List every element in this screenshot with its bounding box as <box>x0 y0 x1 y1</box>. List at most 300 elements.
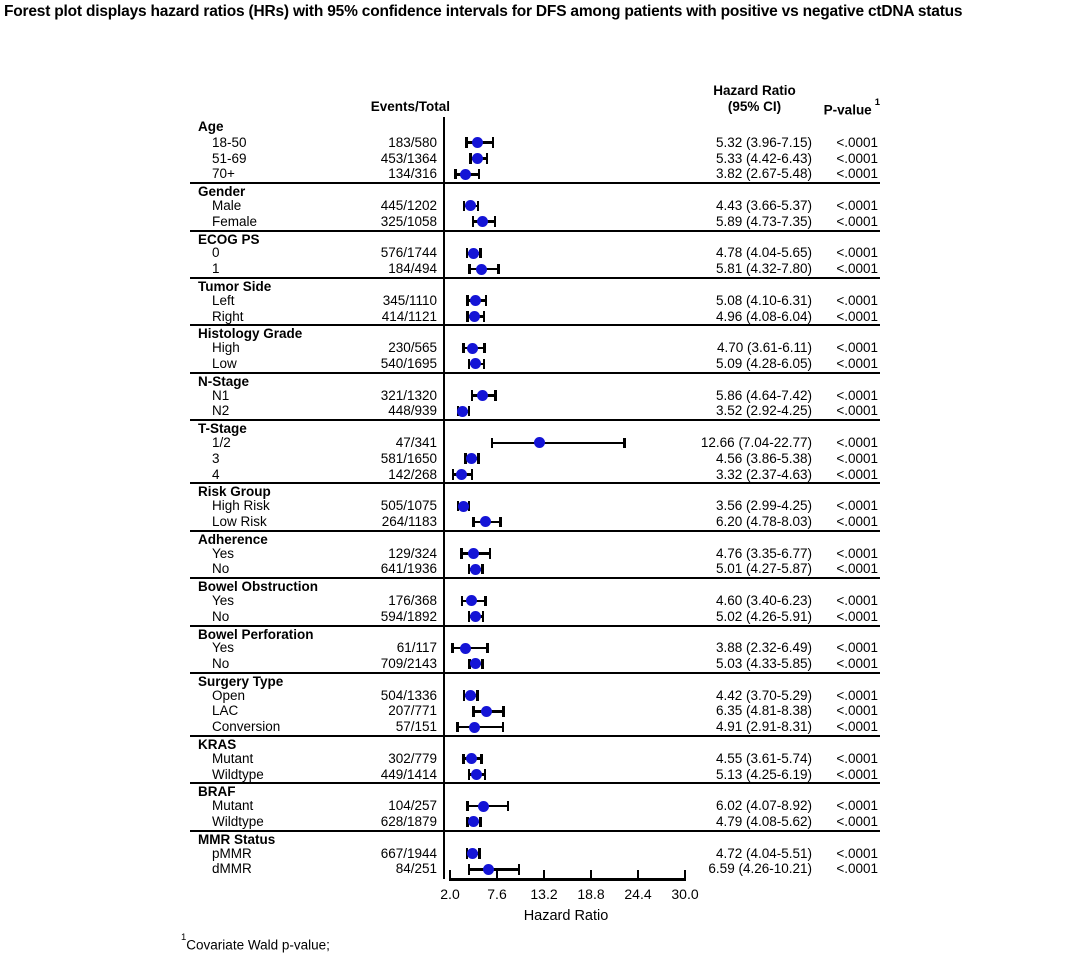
p-value: <.0001 <box>836 766 878 782</box>
footnote-text: Covariate Wald p-value; <box>186 937 330 953</box>
hr-ci-value: 5.86 (4.64-7.42) <box>715 387 812 403</box>
p-value: <.0001 <box>836 845 878 861</box>
hr-point-marker <box>458 501 469 512</box>
hr-ci-value: 5.09 (4.28-6.05) <box>715 355 812 371</box>
hr-point-marker <box>471 769 482 780</box>
hr-point-marker <box>470 564 481 575</box>
data-row <box>190 309 880 325</box>
ci-cap-right <box>477 201 479 211</box>
group-label: MMR Status <box>198 831 276 847</box>
events-total-value: 184/494 <box>388 261 437 277</box>
group-label: Bowel Perforation <box>198 626 314 642</box>
events-total-value: 134/316 <box>388 166 437 182</box>
ci-cap-left <box>468 264 470 274</box>
hr-ci-value: 4.56 (3.86-5.38) <box>715 450 812 466</box>
p-value: <.0001 <box>836 798 878 814</box>
hr-ci-value: 6.02 (4.07-8.92) <box>715 798 812 814</box>
data-row <box>190 751 880 767</box>
events-total-value: 47/341 <box>395 434 437 450</box>
group-label: Gender <box>198 184 246 200</box>
events-total-value: 183/580 <box>388 134 437 150</box>
p-value: <.0001 <box>836 213 878 229</box>
data-row <box>190 514 880 530</box>
hr-point-marker <box>468 548 479 559</box>
ci-cap-left <box>466 311 468 321</box>
hr-ci-value: 5.08 (4.10-6.31) <box>715 292 812 308</box>
group-header-row <box>190 482 880 498</box>
p-value: <.0001 <box>836 561 878 577</box>
hr-point-marker <box>465 690 476 701</box>
events-total-value: 504/1336 <box>380 687 437 703</box>
events-total-value: 667/1944 <box>380 845 437 861</box>
events-total-value: 57/151 <box>395 719 437 735</box>
ci-cap-left <box>461 596 463 606</box>
x-axis-tick-label: 2.0 <box>440 886 460 902</box>
p-value: <.0001 <box>836 434 878 450</box>
ci-cap-left <box>454 169 456 179</box>
p-value: <.0001 <box>836 703 878 719</box>
row-label: No <box>212 608 230 624</box>
x-axis-line <box>449 878 686 881</box>
ci-cap-right <box>494 216 496 226</box>
events-total-value: 448/939 <box>388 403 437 419</box>
data-row <box>190 814 880 830</box>
events-total-value: 321/1320 <box>380 387 437 403</box>
footnote-superscript: 1 <box>181 931 187 943</box>
hr-point-marker <box>465 200 476 211</box>
events-total-value: 453/1364 <box>380 150 437 166</box>
row-label: Male <box>212 197 242 213</box>
group-header-row <box>190 735 880 751</box>
hr-point-marker <box>472 137 483 148</box>
hr-ci-value: 4.60 (3.40-6.23) <box>715 592 812 608</box>
hr-ci-value: 4.78 (4.04-5.65) <box>715 245 812 261</box>
group-label: Surgery Type <box>198 673 284 689</box>
row-label: Right <box>212 308 244 324</box>
ci-cap-right <box>480 754 482 764</box>
hr-point-marker <box>483 864 494 875</box>
ci-cap-right <box>494 390 496 400</box>
events-total-value: 207/771 <box>388 703 437 719</box>
hr-point-marker <box>477 390 488 401</box>
data-row <box>190 151 880 167</box>
group-label: T-Stage <box>198 421 247 437</box>
data-row <box>190 403 880 419</box>
data-row <box>190 135 880 151</box>
p-value: <.0001 <box>836 640 878 656</box>
row-label: 18-50 <box>212 134 247 150</box>
group-header-row <box>190 324 880 340</box>
ci-line <box>458 726 503 729</box>
hr-ci-value: 6.59 (4.26-10.21) <box>708 861 812 877</box>
group-header-row <box>190 419 880 435</box>
hr-ci-value: 3.88 (2.32-6.49) <box>715 640 812 656</box>
row-label: 70+ <box>212 166 235 182</box>
hr-ci-value: 5.81 (4.32-7.80) <box>715 261 812 277</box>
hr-ci-value: 5.02 (4.26-5.91) <box>715 608 812 624</box>
data-row <box>190 767 880 783</box>
hr-ci-value: 5.33 (4.42-6.43) <box>715 150 812 166</box>
row-label: 51-69 <box>212 150 247 166</box>
row-label: N2 <box>212 403 230 419</box>
ci-cap-right <box>499 517 501 527</box>
x-axis-tick <box>449 870 451 878</box>
ci-cap-right <box>486 153 488 163</box>
hr-ci-value: 5.32 (3.96-7.15) <box>715 134 812 150</box>
group-header-row <box>190 830 880 846</box>
row-label: 3 <box>212 450 220 466</box>
ci-cap-right <box>483 343 485 353</box>
p-value: <.0001 <box>836 308 878 324</box>
row-label: Wildtype <box>212 766 264 782</box>
ci-cap-right <box>502 722 504 732</box>
footnote <box>181 931 330 953</box>
hr-ci-value: 3.82 (2.67-5.48) <box>715 166 812 182</box>
table-body <box>190 119 880 877</box>
ci-cap-right <box>489 548 491 558</box>
group-label: Risk Group <box>198 484 271 500</box>
p-value: <.0001 <box>836 592 878 608</box>
ci-cap-right <box>507 801 509 811</box>
group-label: Adherence <box>198 531 268 547</box>
ci-line <box>492 442 624 445</box>
events-total-value: 628/1879 <box>380 814 437 830</box>
group-header-row <box>190 625 880 641</box>
row-label: Left <box>212 292 235 308</box>
data-row <box>190 340 880 356</box>
hr-ci-value: 4.55 (3.61-5.74) <box>715 750 812 766</box>
ci-cap-left <box>456 722 458 732</box>
data-row <box>190 435 880 451</box>
x-axis-tick <box>637 870 639 878</box>
hr-ci-value: 4.42 (3.70-5.29) <box>715 687 812 703</box>
pvalue-header-superscript: 1 <box>874 96 880 108</box>
hr-point-marker <box>469 722 480 733</box>
ci-cap-left <box>491 438 493 448</box>
events-total-value: 302/779 <box>388 750 437 766</box>
ci-cap-right <box>482 611 484 621</box>
ci-cap-left <box>468 769 470 779</box>
events-total-value: 264/1183 <box>381 513 437 529</box>
ci-cap-left <box>472 517 474 527</box>
hr-ci-value: 4.70 (3.61-6.11) <box>716 340 812 356</box>
hr-ci-value: 6.20 (4.78-8.03) <box>715 513 812 529</box>
ci-cap-right <box>481 564 483 574</box>
hazard-ratio-header-line1: Hazard Ratio <box>713 83 796 98</box>
events-total-value: 505/1075 <box>380 498 437 514</box>
row-label: Yes <box>212 592 235 608</box>
row-label: Low Risk <box>212 513 267 529</box>
data-row <box>190 561 880 577</box>
events-total-value: 325/1058 <box>380 213 437 229</box>
p-value: <.0001 <box>836 150 878 166</box>
data-row <box>190 467 880 483</box>
ci-cap-right <box>479 248 481 258</box>
hr-point-marker <box>466 453 477 464</box>
row-label: 1/2 <box>212 434 231 450</box>
row-label: Female <box>212 213 258 229</box>
x-axis-tick-label: 18.8 <box>577 886 605 902</box>
row-label: High <box>212 340 240 356</box>
ci-cap-left <box>466 801 468 811</box>
events-total-value: 176/368 <box>388 592 437 608</box>
x-axis-tick <box>543 870 545 878</box>
hr-point-marker <box>468 248 479 259</box>
row-label: N1 <box>212 387 230 403</box>
ci-cap-right <box>484 596 486 606</box>
data-row <box>190 593 880 609</box>
events-total-value: 594/1892 <box>380 608 437 624</box>
hr-ci-value: 5.03 (4.33-5.85) <box>715 656 812 672</box>
group-label: N-Stage <box>198 373 250 389</box>
ci-cap-right <box>518 864 520 874</box>
ci-cap-right <box>486 643 488 653</box>
hr-point-marker <box>480 516 491 527</box>
events-total-value: 449/1414 <box>380 766 437 782</box>
row-label: dMMR <box>212 861 252 877</box>
hr-ci-value: 6.35 (4.81-8.38) <box>715 703 812 719</box>
x-axis-tick-label: 30.0 <box>671 886 699 902</box>
events-total-header: Events/Total <box>370 99 450 114</box>
p-value: <.0001 <box>836 134 878 150</box>
page-title: Forest plot displays hazard ratios (HRs) with 95% confidence intervals for DFS among patients with positive vs negative ctDNA status <box>4 3 963 20</box>
p-value: <.0001 <box>836 166 878 182</box>
data-row <box>190 261 880 277</box>
data-row <box>190 798 880 814</box>
events-total-value: 641/1936 <box>380 561 437 577</box>
data-row <box>190 388 880 404</box>
p-value: <.0001 <box>836 719 878 735</box>
data-row <box>190 166 880 182</box>
data-row <box>190 546 880 562</box>
ci-cap-right <box>476 690 478 700</box>
p-value: <.0001 <box>836 814 878 830</box>
data-row <box>190 609 880 625</box>
hr-ci-value: 3.32 (2.37-4.63) <box>715 466 812 482</box>
data-row <box>190 214 880 230</box>
plot-left-border-line <box>443 117 445 879</box>
ci-cap-left <box>466 295 468 305</box>
row-label: Yes <box>212 545 235 561</box>
ci-cap-left <box>472 706 474 716</box>
row-label: 4 <box>212 466 220 482</box>
hr-ci-value: 4.76 (3.35-6.77) <box>715 545 812 561</box>
ci-cap-right <box>471 469 473 479</box>
p-value: <.0001 <box>836 261 878 277</box>
p-value: <.0001 <box>836 513 878 529</box>
ci-cap-right <box>623 438 625 448</box>
hr-point-marker <box>478 801 489 812</box>
p-value: <.0001 <box>836 450 878 466</box>
hr-point-marker <box>468 816 479 827</box>
hr-point-marker <box>481 706 492 717</box>
group-header-row <box>190 277 880 293</box>
hr-point-marker <box>470 358 481 369</box>
ci-cap-right <box>485 295 487 305</box>
hr-ci-value: 4.43 (3.66-5.37) <box>715 197 812 213</box>
hr-point-marker <box>467 343 478 354</box>
ci-cap-left <box>462 754 464 764</box>
x-axis-tick <box>684 870 686 878</box>
p-value: <.0001 <box>836 498 878 514</box>
group-header-row <box>190 119 880 135</box>
hr-point-marker <box>476 264 487 275</box>
data-row <box>190 640 880 656</box>
data-row <box>190 356 880 372</box>
events-total-value: 540/1695 <box>380 355 437 371</box>
ci-cap-left <box>468 864 470 874</box>
p-value: <.0001 <box>836 197 878 213</box>
p-value: <.0001 <box>836 292 878 308</box>
events-total-value: 129/324 <box>388 545 437 561</box>
p-value: <.0001 <box>836 403 878 419</box>
p-value: <.0001 <box>836 245 878 261</box>
group-label: Age <box>198 119 224 134</box>
hr-point-marker <box>456 469 467 480</box>
row-label: 1 <box>212 261 220 277</box>
group-label: Tumor Side <box>198 278 272 294</box>
hr-ci-value: 4.91 (2.91-8.31) <box>715 719 812 735</box>
events-total-value: 581/1650 <box>380 450 437 466</box>
events-total-value: 414/1121 <box>381 308 437 324</box>
hr-ci-value: 5.89 (4.73-7.35) <box>715 213 812 229</box>
hr-point-marker <box>534 437 545 448</box>
group-label: BRAF <box>198 784 236 800</box>
group-label: KRAS <box>198 737 237 753</box>
row-label: pMMR <box>212 845 252 861</box>
row-label: Mutant <box>212 750 254 766</box>
ci-cap-right <box>502 706 504 716</box>
hr-ci-value: 5.13 (4.25-6.19) <box>715 766 812 782</box>
ci-cap-left <box>452 469 454 479</box>
data-row <box>190 656 880 672</box>
ci-cap-left <box>471 390 473 400</box>
hr-point-marker <box>460 643 471 654</box>
pvalue-header <box>740 96 880 118</box>
p-value: <.0001 <box>836 466 878 482</box>
ci-cap-right <box>483 359 485 369</box>
ci-cap-right <box>484 769 486 779</box>
ci-cap-right <box>481 659 483 669</box>
p-value: <.0001 <box>836 687 878 703</box>
events-total-value: 576/1744 <box>380 245 437 261</box>
data-row <box>190 451 880 467</box>
hr-ci-value: 3.52 (2.92-4.25) <box>715 403 812 419</box>
group-label: Bowel Obstruction <box>198 579 319 595</box>
group-label: ECOG PS <box>198 231 260 247</box>
hr-point-marker <box>470 295 481 306</box>
hr-ci-value: 4.72 (4.04-5.51) <box>715 845 812 861</box>
data-row <box>190 498 880 514</box>
hr-ci-value: 5.01 (4.27-5.87) <box>715 561 812 577</box>
row-label: Conversion <box>212 719 281 735</box>
events-total-value: 709/2143 <box>380 656 437 672</box>
x-axis-tick-label: 7.6 <box>487 886 507 902</box>
x-axis-tick-label: 24.4 <box>624 886 652 902</box>
hr-ci-value: 4.96 (4.08-6.04) <box>715 308 812 324</box>
ci-cap-right <box>468 406 470 416</box>
p-value: <.0001 <box>836 861 878 877</box>
hr-ci-value: 4.79 (4.08-5.62) <box>715 814 812 830</box>
p-value: <.0001 <box>836 608 878 624</box>
hr-point-marker <box>460 169 471 180</box>
row-label: LAC <box>212 703 239 719</box>
ci-cap-left <box>472 216 474 226</box>
data-row <box>190 719 880 735</box>
data-row <box>190 861 880 877</box>
ci-cap-right <box>477 453 479 463</box>
hr-ci-value: 3.56 (2.99-4.25) <box>715 498 812 514</box>
row-label: Mutant <box>212 798 254 814</box>
ci-cap-right <box>497 264 499 274</box>
data-row <box>190 293 880 309</box>
hazard-ratio-header-line2: (95% CI) <box>727 98 782 114</box>
data-row <box>190 688 880 704</box>
ci-cap-right <box>483 311 485 321</box>
p-value: <.0001 <box>836 545 878 561</box>
hr-point-marker <box>467 848 478 859</box>
p-value: <.0001 <box>836 387 878 403</box>
row-label: High Risk <box>212 498 270 514</box>
ci-cap-left <box>451 643 453 653</box>
pvalue-header-label: P-value <box>823 102 872 118</box>
group-header-row <box>190 182 880 198</box>
ci-cap-right <box>479 817 481 827</box>
data-row <box>190 703 880 719</box>
events-total-value: 61/117 <box>396 640 437 656</box>
x-axis-tick <box>590 870 592 878</box>
data-row <box>190 198 880 214</box>
p-value: <.0001 <box>836 355 878 371</box>
ci-cap-right <box>492 137 494 147</box>
hr-point-marker <box>472 153 483 164</box>
hr-point-marker <box>477 216 488 227</box>
group-header-row <box>190 782 880 798</box>
events-total-value: 230/565 <box>388 340 437 356</box>
group-header-row <box>190 230 880 246</box>
ci-cap-right <box>478 848 480 858</box>
x-axis-tick <box>496 870 498 878</box>
events-total-value: 445/1202 <box>380 197 437 213</box>
row-label: No <box>212 656 230 672</box>
events-total-value: 345/1110 <box>382 292 437 308</box>
group-header-row <box>190 672 880 688</box>
row-label: 0 <box>212 245 220 261</box>
row-label: Yes <box>212 640 235 656</box>
ci-cap-left <box>469 153 471 163</box>
events-total-value: 142/268 <box>388 466 437 482</box>
x-axis-tick-label: 13.2 <box>530 886 558 902</box>
ci-cap-right <box>478 169 480 179</box>
hr-ci-value: 12.66 (7.04-22.77) <box>700 434 812 450</box>
row-label: No <box>212 561 230 577</box>
data-row <box>190 245 880 261</box>
hr-point-marker <box>470 611 481 622</box>
hr-point-marker <box>466 595 477 606</box>
row-label: Open <box>212 687 246 703</box>
hr-point-marker <box>457 406 468 417</box>
x-axis-title: Hazard Ratio <box>523 908 609 924</box>
hr-point-marker <box>466 753 477 764</box>
group-header-row <box>190 530 880 546</box>
row-label: Wildtype <box>212 814 264 830</box>
group-label: Histology Grade <box>198 326 303 342</box>
events-total-value: 84/251 <box>395 861 437 877</box>
group-header-row <box>190 577 880 593</box>
p-value: <.0001 <box>836 340 878 356</box>
ci-cap-left <box>465 137 467 147</box>
events-total-value: 104/257 <box>388 798 437 814</box>
